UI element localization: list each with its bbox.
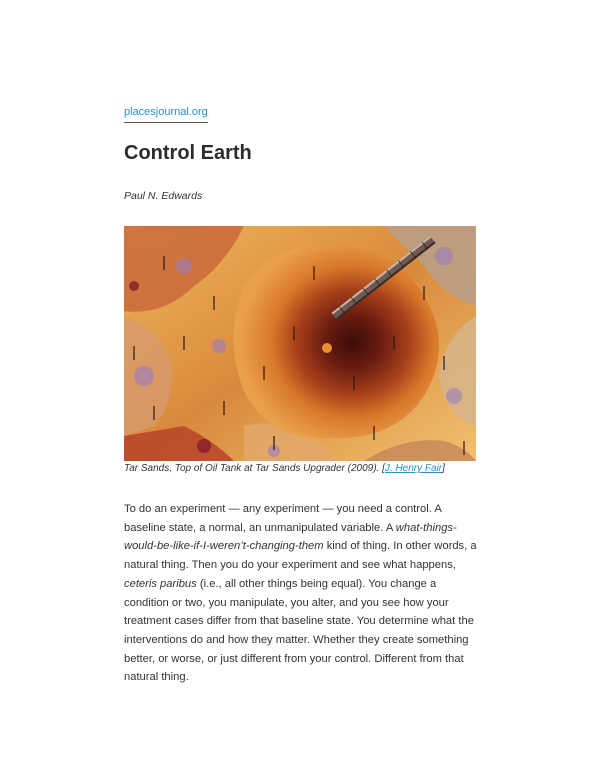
site-link[interactable]: placesjournal.org xyxy=(124,106,208,123)
paragraph-emphasis-2: ceteris paribus xyxy=(124,577,197,590)
paragraph-emphasis-1: what-things-would-be-like-if-I-weren’t-changing-them xyxy=(124,521,457,553)
body-paragraph xyxy=(124,500,479,687)
caption-text: Tar Sands, Top of Oil Tank at Tar Sands Upgrader (2009). [ xyxy=(124,463,385,474)
paragraph-text-1: To do an experiment — any experiment — you need a control. A baseline state, a normal, an unmanipulated variable. A xyxy=(124,503,442,534)
paragraph-text-2: kind of thing. In other words, a natural thing. Then you do your experiment and see what happens, xyxy=(124,540,477,572)
article-author: Paul N. Edwards xyxy=(124,190,203,202)
photo-credit-link[interactable]: J. Henry Fair xyxy=(384,463,443,474)
image-caption xyxy=(124,463,484,474)
article-photo xyxy=(124,226,476,461)
caption-close: ] xyxy=(442,463,445,474)
article-title: Control Earth xyxy=(124,142,252,164)
paragraph-text-3: (i.e., all other things being equal). You change a condition or two, you manipulate, you alter, and you see how your treatment cases differ from that baseline state. You determine what the interventions do and how they matter. Whether they create something better, or worse, or just different from your control. Different from that natural thing. xyxy=(124,577,474,684)
